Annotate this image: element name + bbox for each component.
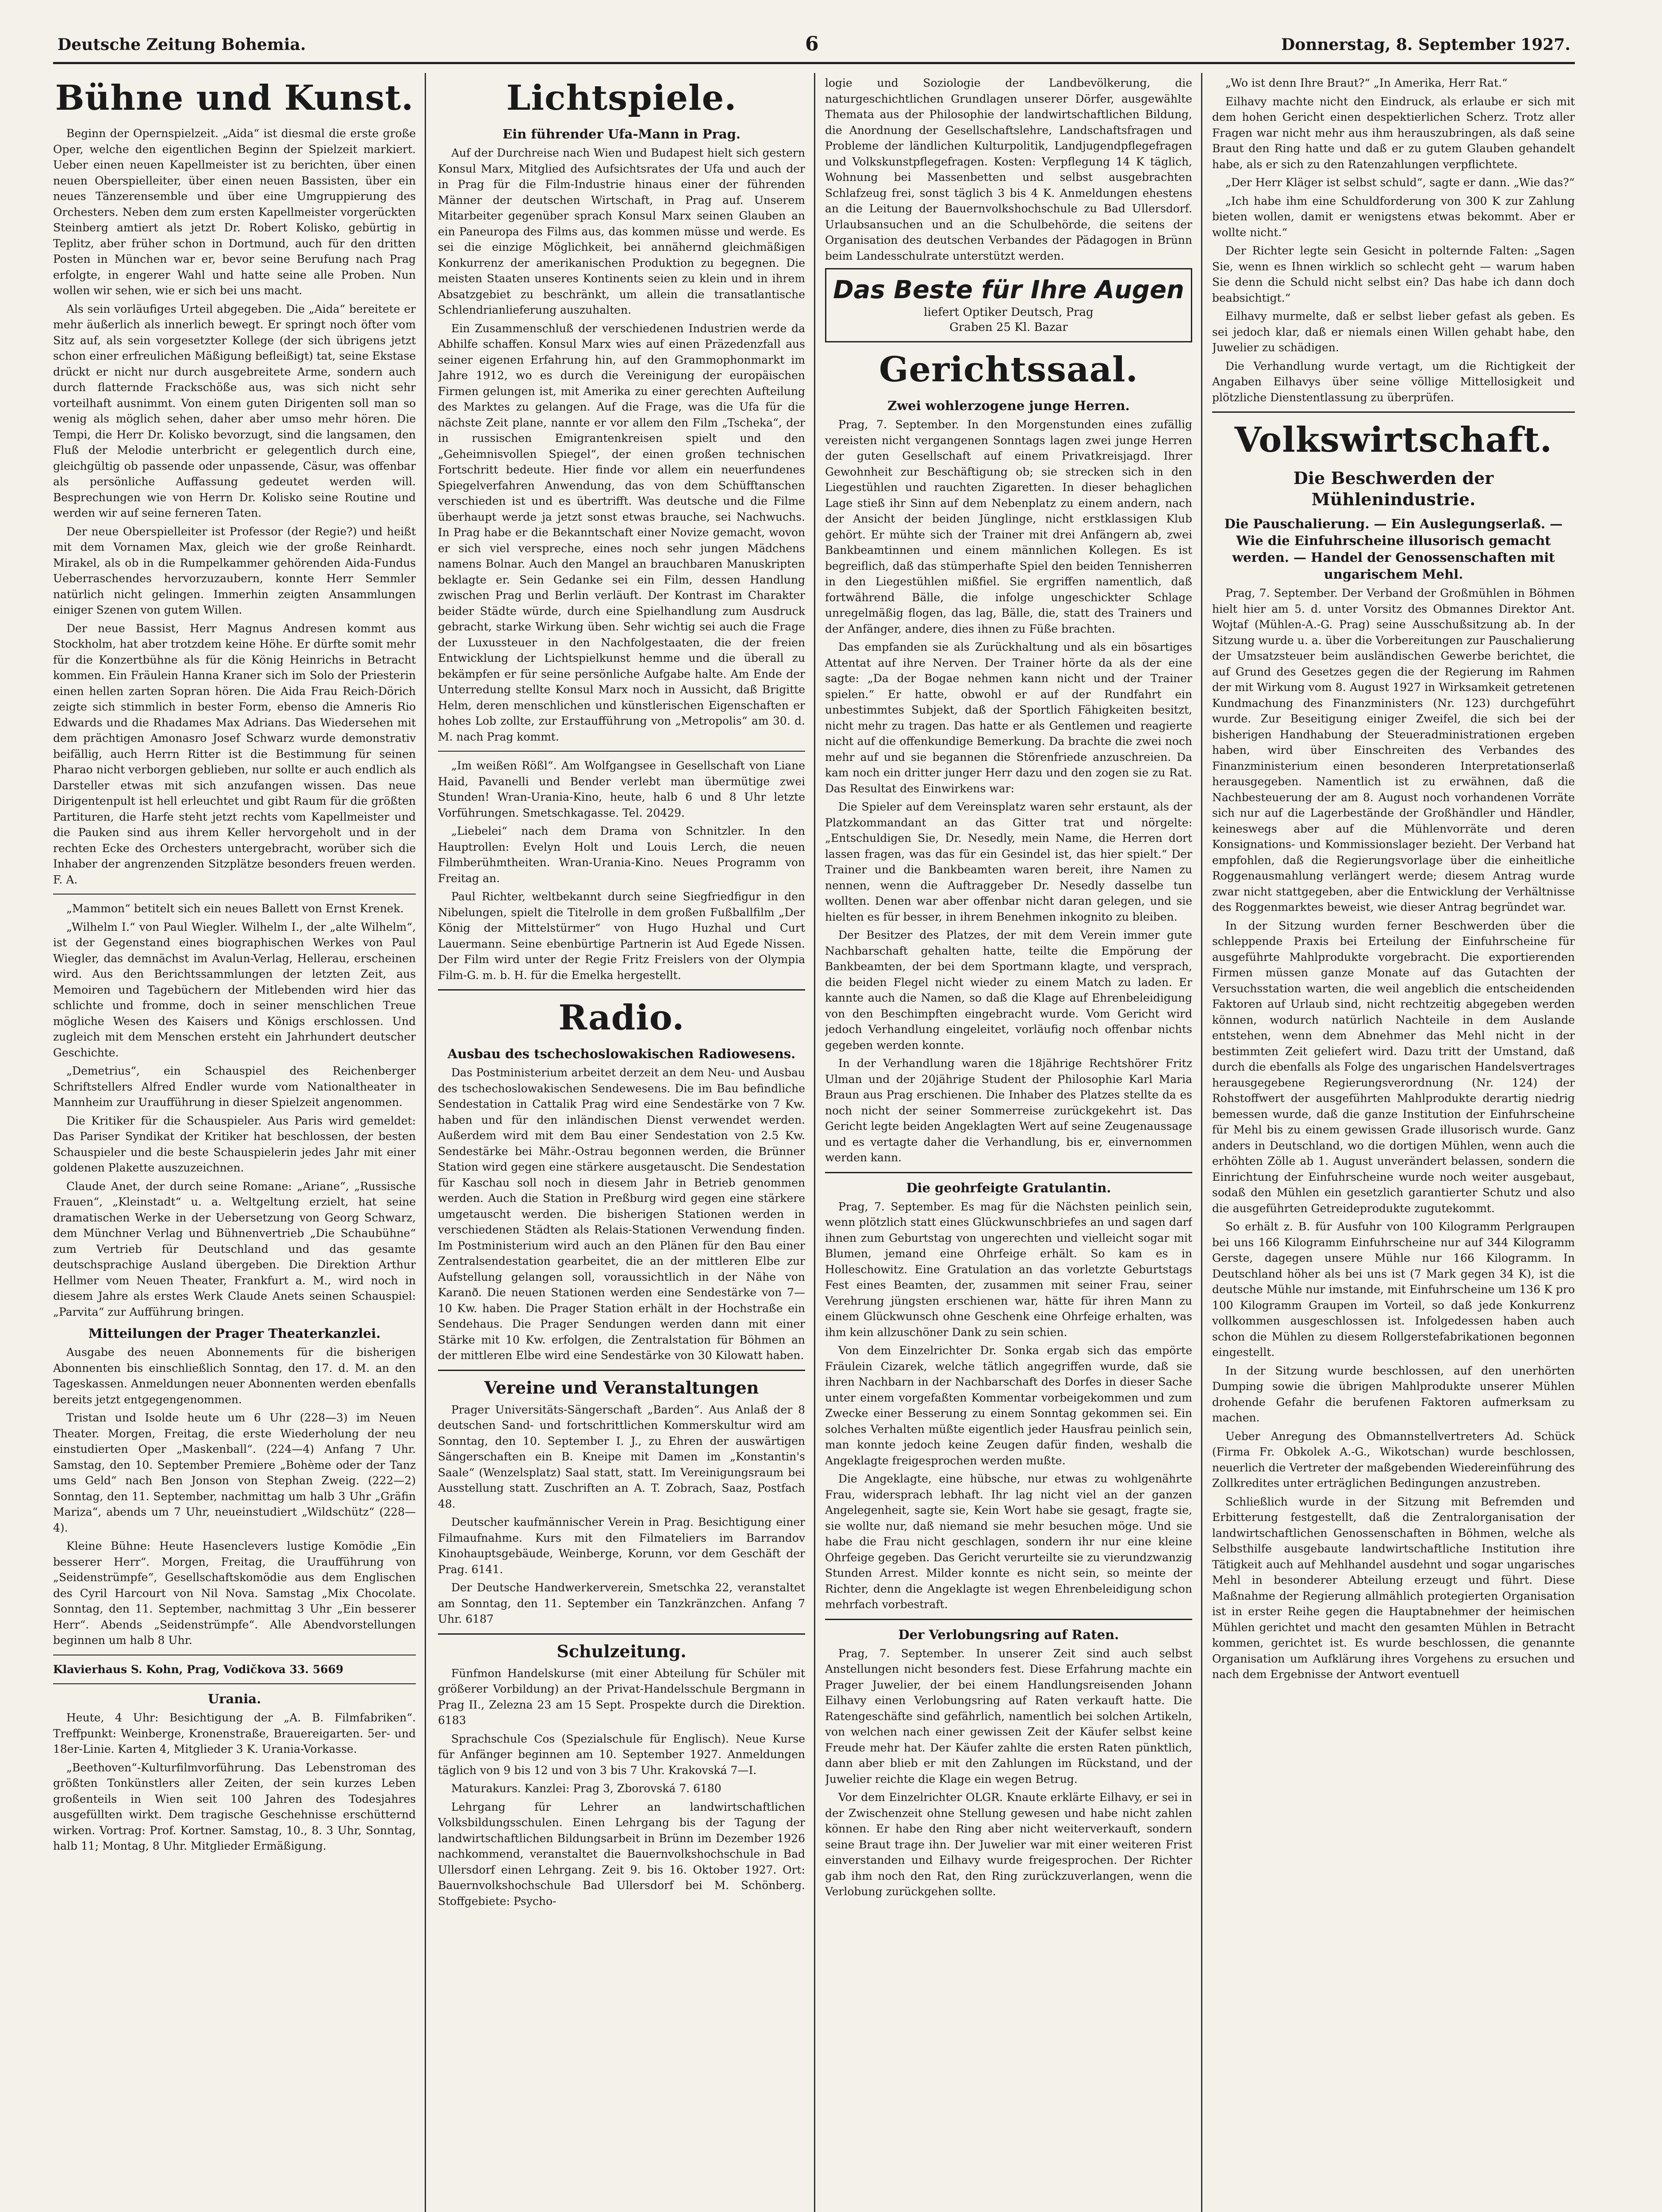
- article-paragraph: Lehrgang für Lehrer an landwirtschaftlichen Volksbildungsschulen. Einen Lehrgang bis der Tagung der landwirtschaftlichen Bildungsarbeit in Brünn im Dezember 1926 nachkommend, veranstaltet die Bauernvolkshochschule in Bad Ullersdorf einen Lehrgang. Zeit 9. bis 16. Oktober 1927. Ort: Bauernvolkshochschule Bad Ullersdorf bei M. Schönberg. Stoffgebiete: Psycho-: [438, 1800, 805, 1908]
- divider: [438, 989, 805, 991]
- section-heading-buehne: Bühne und Kunst.: [55, 78, 414, 118]
- article-paragraph: Paul Richter, weltbekannt durch seine Siegfriedfigur in den Nibelungen, spielt die Titelrolle in dem großen Fußballfilm „Der König der Mittelstürmer“ von Hugo Huzhal und Curt Lauermann. Seine ebenbürtige Partnerin ist Aud Egede Nissen. Der Film wird unter der Regie Fritz Freislers von der Olympia Film-G. m. b. H. für die Emelka hergestellt.: [438, 890, 805, 982]
- section-heading-volkswirtschaft: Volkswirtschaft.: [1234, 420, 1553, 460]
- article-paragraph: „Beethoven“-Kulturfilmvorführung. Das Lebenstroman des größten Tonkünstlers aller Zeiten, der sein kurzes Leben großenteils in Wien seit 100 Jahren des Todesjahres ausgefüllten wirkt. Dem tragische Geschehnisse erschütternd wirken. Vortrag: Prof. Kortner. Samstag, 10., 8. 3 Uhr, Sonntag, halb 11; Montag, 8 Uhr. Mitglieder Ermäßigung.: [53, 1761, 416, 1852]
- article-paragraph: Die Verhandlung wurde vertagt, um die Richtigkeit der Angaben Eilhavys über seine völlige Mittellosigkeit und plötzliche Dienstentlassung zu überprüfen.: [1212, 359, 1575, 404]
- divider: [53, 1683, 416, 1684]
- article-paragraph: „Wilhelm I.“ von Paul Wiegler. Wilhelm I., der „alte Wilhelm“, ist der Gegenstand eines biographischen Werkes von Paul Wiegler, das demnächst im Avalun-Verlag, Hellerau, erscheinen wird. Aus den Berichtssammlungen der letzten Zeit, aus Memoiren und Tagebüchern der Mitlebenden wird hier das schlichte und fromme, doch in seiner menschlichen Treue mögliche Wesen des Kaisers und Königs erschlossen. Und zugleich mit dem Menschen ersteht ein Jahrhundert deutscher Geschichte.: [53, 920, 416, 1059]
- article-paragraph: In der Sitzung wurde beschlossen, auf den unerhörten Dumping sowie die übrigen Mahlprodukte unserer Mühlen drohende Gefahr die berufenen Faktoren aufmerksam zu machen.: [1212, 1364, 1575, 1424]
- article-paragraph: Der neue Oberspielleiter ist Professor (der Regie?) und heißt mit dem Vornamen Max, gleich wie der große Reinhardt. Mirakel, als ob in die Rumpelkammer gehörenden Aida-Fundus Ueberraschendes hervorzuzaubern, konnte Herr Semmler natürlich nicht gelingen. Immerhin zeigten Ansammlungen einiger Szenen von gutem Willen.: [53, 525, 416, 616]
- ad-headline: Das Beste für Ihre Augen: [833, 276, 1184, 304]
- subheading-urania: Urania.: [207, 1691, 261, 1706]
- article-paragraph: Auf der Durchreise nach Wien und Budapest hielt sich gestern Konsul Marx, Mitglied des Aufsichtsrates der Ufa und auch der in Prag für die Film-Industrie hinaus einer der führenden Männer der deutschen Wirtschaft, in Prag auf. Unserem Mitarbeiter gegenüber sprach Konsul Marx seinen Glauben an ein Paneuropa des Films aus, das kommen müsse und werde. Es sei die einzige Möglichkeit, bei annähernd gleichmäßigen Konkurrenz der amerikanischen Produktion zu begegnen. Die meisten Staaten unseres Kontinents seien zu klein und in ihrem Absatzgebiet zu beschränkt, um allein die transatlantische Schlendrianlieferung auszuhalten.: [438, 146, 805, 316]
- article-paragraph: „Im weißen Rößl“. Am Wolfgangsee in Gesellschaft von Liane Haid, Pavanelli und Bender verlebt man übermütige zwei Stunden! Wran-Urania-Kino, heute, halb 6 und 8 Uhr letzte Vorführungen. Smetschkagasse. Tel. 20429.: [438, 759, 805, 819]
- section-heading-radio: Radio.: [558, 998, 685, 1038]
- article-paragraph: In der Verhandlung waren die 18jährige Rechtshörer Fritz Ulman und der 20jährige Student der Philosophie Karl Maria Braun aus Prag erschienen. Die Inhaber des Platzes stellte da es noch nicht der seiner Sommerreise zurückgekehrt ist. Das Gericht legte beiden Angeklagten Wert auf seine Zeugenaussage und es vertagte daher die Verhandlung, bis er, einvernommen werden kann.: [825, 1057, 1192, 1164]
- divider: [438, 1370, 805, 1371]
- column-rule: [1201, 73, 1202, 2212]
- article-paragraph: Als sein vorläufiges Urteil abgegeben. Die „Aida“ bereitete er mehr äußerlich als innerlich bewegt. Er springt noch öfter vom Sitz auf, als sein vorgesetzter Kollege (der sich übrigens jetzt schon einer erfreulichen Mäßigung befleißigt) tat, seine Ekstase drückt er nicht nur durch ausgebreitete Arme, sondern auch durch flatternde Frackschöße aus, was sich nicht sehr vorteilhaft ausnimmt. Von einem guten Dirigenten soll man so wenig als möglich sehen, daher aber umso mehr hören. Die Tempi, die Herr Dr. Kolisko bevorzugt, sind die langsamen, den Fluß der Melodie unterbricht er gelegentlich durch eine, gleichgültig ob passende oder unpassende, Cäsur, was offenbar als persönliche Auffassung gedeutet werden will. Besprechungen wie von Herrn Dr. Kolisko seine Routine und werden wir auf seine ferneren Taten.: [53, 302, 416, 519]
- divider: [825, 1619, 1192, 1620]
- article-paragraph: Schließlich wurde in der Sitzung mit Befremden und Erbitterung festgestellt, daß die Zentralorganisation der landwirtschaftlichen Genossenschaften in Böhmen, welche als Selbsthilfe ausgebaute landwirtschaftliche Institution ihre Tätigkeit auch auf Mehlhandel ausdehnt und sogar ungarisches Mehl in besonderer Abteilung erzeugt und führt. Diese Maßnahme der Regierung allmählich protegierten Organisation ist in erster Reihe gegen die Hauptabnehmer der heimischen Mühlen gerichtet und macht den gesamten Mühlen in Betracht kommen, gerichtet ist. Es wurde beschlossen, die genannte Organisation um Aufklärung ihres Vorgehens zu ersuchen und nach dem Ergebnisse der Antwort eventuell: [1212, 1495, 1575, 1681]
- article-paragraph: „Liebelei“ nach dem Drama von Schnitzler. In den Hauptrollen: Evelyn Holt und Louis Lerch, die neuen Filmberühmtheiten. Wran-Urania-Kino. Neues Programm von Freitag an.: [438, 825, 805, 885]
- article-paragraph: Fünfmon Handelskurse (mit einer Abteilung für Schüler mit größerer Vorbildung) an der Privat-Handelsschule Bergmann in Prag II., Zelezna 23 am 15 Sept. Prospekte durch die Direktion. 6183: [438, 1667, 805, 1727]
- article-paragraph: „Wo ist denn Ihre Braut?“ „In Amerika, Herr Rat.“: [1225, 77, 1508, 89]
- article-paragraph: Prag, 7. September. In unserer Zeit sind auch selbst Anstellungen nicht besonders fest. Diese Erfahrung machte ein Prager Juwelier, der bei einem Handlungsreisenden Johann Eilhavy einen Verlobungsring auf Raten verkauft hatte. Die Ratengeschäfte sind gefährlich, namentlich bei solchen Artikeln, von welchen nach einer gewissen Zeit der Käufer selbst keine Freude mehr hat. Der Käufer zahlte die ersten Raten pünktlich, dann aber blieb er mit den Zahlungen im Rückstand, und der Juwelier reichte die Klage ein wegen Betrug.: [825, 1647, 1192, 1786]
- article-paragraph: Tristan und Isolde heute um 6 Uhr (228—3) im Neuen Theater. Morgen, Freitag, die erste Wiederholung der neu einstudierten Oper „Maskenball“. (224—4) Anfang 7 Uhr. Samstag, den 10. September Premiere „Bohème oder der Tanz ums Geld“ nach Ben Jonson von Stephan Zweig. (222—2) Sonntag, den 11. September, nachmittag um halb 3 Uhr „Gräfin Mariza“, abends um 7 Uhr, neueinstudiert „Wildschütz“ (228—4).: [53, 1411, 416, 1534]
- column-2: [438, 75, 805, 2212]
- divider: [1212, 411, 1575, 413]
- article-paragraph: So erhält z. B. für Ausfuhr von 100 Kilogramm Perlgraupen bei uns 166 Kilogramm Einfuhrscheine nur auf 344 Kilogramm Gerste, dagegen unsere Mühle nur 166 Kilogramm. In Deutschland höher als bei uns ist (7 Mark gegen 34 K), ist die deutsche Mühle nur imstande, mit Einfuhrscheine um 136 K pro 100 Kilogramm Graupen im Vorteil, so daß jede Konkurrenz vollkommen ausgeschlossen ist. Infolgedessen haben auch schon die Mühlen zu diesem Rollgerstefabrikationen begonnen eingestellt.: [1212, 1220, 1575, 1359]
- article-paragraph: Heute, 4 Uhr: Besichtigung der „A. B. Filmfabriken“. Treffpunkt: Weinberge, Kronenstraße, Brauereigarten. 5er- und 18er-Linie. Karten 4, Mitglieder 3 K. Urania-Vorkasse.: [53, 1711, 416, 1755]
- page-number: 6: [805, 33, 819, 55]
- column-3: [825, 75, 1192, 2212]
- article-paragraph: Eilhavy machte nicht den Eindruck, als erlaube er sich mit dem hohen Gericht einen despektierlichen Scherz. Trotz aller Fragen war nicht mehr aus ihm herauszubringen, als daß seine Braut den Ring hatte und daß er zu gutem Glauben gehandelt habe, als er sich zu den Ratenzahlungen verpflichtete.: [1212, 95, 1575, 171]
- column-4: [1212, 75, 1575, 2212]
- article-paragraph: logie und Soziologie der Landbevölkerung, die naturgeschichtlichen Grundlagen unserer Dörfer, ausgewählte Themata aus der Philosophie der landwirtschaftlichen Bildung, die Anordnung der Gesellschaftslehre, Landschaftsfragen und Probleme der ländlichen Kulturpolitik, Landjugendpflegefragen und Volkskunstpflegefragen. Kosten: Verpflegung 14 K täglich, Wohnung bei Massenbetten und selbst ausgebrachten Schlafzeug frei, sonst täglich 3 bis 4 K. Anmeldungen ehestens an die Leitung der Bauernvolkshochschule zu Bad Ullersdorf. Urlaubsansuchen und an die Schulbehörde, die seitens der Organisation des deutschen Verbandes der Pädagogen in Brünn beim Landesschulrate unterstützt werden.: [825, 77, 1192, 262]
- divider: [53, 894, 416, 895]
- optiker-ad: [825, 268, 1192, 342]
- subheading-radiowesen: Ausbau des tschechoslowakischen Radiowesens.: [447, 1046, 796, 1061]
- divider: [438, 1633, 805, 1635]
- article-paragraph: Von dem Einzelrichter Dr. Sonka ergab sich das empörte Fräulein Cizarek, welche tätlich angegriffen wurde, daß sie ihren Nachbarn in der Nachbarschaft des Dorfes in dieser Sache unter einem vorgefaßten Kommentar vorbeigekommen und zum Zwecke einer Besserung zu einem Sonntag gekommen sei. Ein solches Verhalten müßte eigentlich jeder Hausfrau peinlich sein, man konnte jedoch keine Zeugen dafür finden, weshalb die Angeklagte freigesprochen werden mußte.: [825, 1344, 1192, 1467]
- article-paragraph: „Der Herr Kläger ist selbst schuld“, sagte er dann. „Wie das?“: [1225, 176, 1575, 189]
- column-rule: [425, 73, 426, 2212]
- piano-ad: Klavierhaus S. Kohn, Prag, Vodičkova 33. 5669: [53, 1663, 344, 1676]
- section-heading-vereine: Vereine und Veranstaltungen: [484, 1377, 759, 1398]
- article-paragraph: „Mammon“ betitelt sich ein neues Ballett von Ernst Krenek.: [66, 902, 404, 915]
- article-paragraph: Eilhavy murmelte, daß er selbst lieber gefast als geben. Es sei jedoch klar, daß er niemals einen Willen gehabt habe, den Juwelier zu schädigen.: [1212, 310, 1575, 354]
- section-heading-schulzeitung: Schulzeitung.: [557, 1641, 687, 1661]
- column-1: [53, 75, 416, 2212]
- subheading-muehlenindustrie: Die Beschwerden der Mühlenindustrie.: [1293, 468, 1494, 509]
- subheading-verlobungsring: Der Verlobungsring auf Raten.: [898, 1627, 1119, 1642]
- article-paragraph: Prag, 7. September. In den Morgenstunden eines zufällig vereisten nicht vergangenen Sonntags lagen zwei junge Herren der guten Gesellschaft auf einem Privatkreisjagd. Ihrer Gewohnheit zur Beschäftigung ob; sie strecken sich in den Liegestühlen und rauchten Zigaretten. In dieser behaglichen Lage stieß ihr Sinn auf dem Nebenplatz zu einem andern, nach der Ansicht der beiden Jünglinge, nicht erstklassigen Klub gehört. Er mühte sich der Trainer mit drei Anfängern ab, zwei Bankbeamtinnen und einem männlichen Kollegen. Es ist begreiflich, daß das stümperhafte Spiel den beiden Tennisherren in den Liegestühlen mißfiel. Sie ergriffen namentlich, daß fortwährend Bälle, die infolge ungeschickter Schlage unregelmäßig flogen, das lag, Bälle, die, statt des Trainers und der Anfänger, andere, dies ihnen zu Füße brachten.: [825, 418, 1192, 635]
- article-paragraph: Das empfanden sie als Zurückhaltung und als ein bösartiges Attentat auf ihre Nerven. Der Trainer hörte da als der eine sagte: „Da der Bogae nehmen kann nicht und der Trainer spielen.“ Er hatte, obwohl er auf der Rundfahrt ein unbestimmtes Subjekt, daß der Sportlich Fähigkeiten besitzt, nicht mehr zu tragen. Das hatte er als Gentlemen und reagierte nicht auf die offenkundige Bemerkung. Da brachte die zwei noch mehr auf und sie begannen die Störenfriede anzuschreien. Da kam noch ein dritter junger Herr dazu und den zogen sie zu Rat. Das Resultat des Einwirkens war:: [825, 641, 1192, 795]
- article-paragraph: „Demetrius“, ein Schauspiel des Reichenberger Schriftstellers Alfred Endler wurde vom Nationaltheater in Mannheim zur Uraufführung in dieser Spielzeit angenommen.: [53, 1064, 416, 1109]
- article-paragraph: Ein Zusammenschluß der verschiedenen Industrien werde da Abhilfe schaffen. Konsul Marx wies auf einen Präzedenzfall aus seiner eigenen Erfahrung hin, auf den Grammophonmarkt im Jahre 1912, wo es durch die Vereinigung der europäischen Firmen gelungen ist, mit Amerika zu einer gerechten Aufteilung des Marktes zu gelangen. Auf die Frage, was die Ufa für die nächste Zeit plane, nannte er vor allem den Film „Tscheka“, der in russischen Emigrantenkreisen spielt und den „Geheimnisvollen Spiegel“, der einen großen technischen Fortschritt bedeute. Hier finde vor allem ein neuerfundenes Spiegelverfahren Anwendung, das von dem Schüfftanschen verschieden ist und es übertrifft. Was deutsche und die Filme überhaupt werde ja jetzt sonst etwas brauche, sei Nachwuchs. In Prag habe er die Bekanntschaft einer Novize gemacht, wovon er sich viel verspreche, eines noch sehr jungen Mädchens namens Bolnar. Auch den Mangel an brauchbaren Manuskripten beklagte er. Sein Gedanke sei ein Film, dessen Handlung zwischen Prag und Berlin verläuft. Der Kontrast im Charakter beider Städte würde, durch eine Spielhandlung zum Ausdruck gebracht, starke Wirkung üben. Sehr wichtig sei auch die Frage der Luxussteuer in den Nachfolgestaaten, die der freien Entwicklung der Lichtspielkunst hemme und die überall zu bekämpfen er für seine persönliche Aufgabe halte. Am Ende der Unterredung stellte Konsul Marx noch in Aussicht, daß Brigitte Helm, deren menschlichen und künstlerischen Eigenschaften er hohes Lob zollte, zur Erstaufführung von „Metropolis“ am 30. d. M. nach Prag kommt.: [438, 322, 805, 743]
- article-paragraph: Ausgabe des neuen Abonnements für die bisherigen Abonnenten bis einschließlich Sonntag, den 17. d. M. an den Tageskassen. Anmeldungen neuer Abonnenten werden ebenfalls bereits jetzt entgegengenommen.: [53, 1346, 416, 1406]
- article-paragraph: Der Deutsche Handwerkerverein, Smetschka 22, veranstaltet am Sonntag, den 11. September ein Tanzkränzchen. Anfang 7 Uhr. 6187: [438, 1581, 805, 1625]
- subheading-ufa: Ein führender Ufa-Mann in Prag.: [502, 127, 741, 142]
- article-paragraph: Die Spieler auf dem Vereinsplatz waren sehr erstaunt, als der Platzkommandant an das Gitter trat und nörgelte: „Entschuldigen Sie, Dr. Nesedly, mein Name, die Herren dort lassen fragen, was das für ein Gesindel ist, das hier spielt.“ Der Trainer und die Bankbeamten waren bereit, ihre Namen zu nennen, wenn die Auftraggeber Dr. Nesedly dasselbe tun wollten. Denen war aber offenbar nicht daran gelegen, und sie hielten es für besser, in ihrem Benehmen inkognito zu bleiben.: [825, 800, 1192, 923]
- divider: [438, 751, 805, 752]
- article-paragraph: Ueber Anregung des Obmannstellvertreters Ad. Schück (Firma Fr. Obkolek A.-G., Wikotschan) wurde beschlossen, neuerlich die Vertreter der maßgebenden Wiedereinführung des Zollkredites unter erträglichen Bedingungen anzustreben.: [1212, 1429, 1575, 1490]
- article-paragraph: Prager Universitäts-Sängerschaft „Barden“. Aus Anlaß der 8 deutschen Sand- und fortschrittlichen Kommerskultur wird am Sonntag, den 10. September I. J., zu Ehren der auswärtigen Sängerschaften ein B. Kneipe mit Damen im „Konstantin's Saale“ (Wenzelsplatz) Saal statt, statt. Im Vereinigungsraum bei Ausstellung statt. Zuschriften an A. T. Zobrach, Saaz, Postfach 48.: [438, 1403, 805, 1510]
- subheading-theaterkanzlei: Mitteilungen der Prager Theaterkanzlei.: [88, 1326, 381, 1341]
- article-paragraph: Das Postministerium arbeitet derzeit an dem Neu- und Ausbau des tschechoslowakischen Sendewesens. Die im Bau befindliche Sendestation in Cattalik Prag wird eine Sendestärke von 7 Kw. haben und für den inländischen Dienst verwendet werden. Außerdem wird mit dem Bau einer Sendestation von 2.5 Kw. Sendestärke bei Mähr.-Ostrau begonnen werden, die Brünner Station wird gegen eine stärkere ausgetauscht. Die Sendestation für Kaschau soll noch in diesem Jahr in Betrieb genommen werden. Auch die Station in Preßburg wird gegen eine stärkere umgetauscht werden. Die bisherigen Stationen werden in verschiedenen Städten als Relais-Stationen Verwendung finden. Im Postministerium wird auch an den Plänen für den Bau einer Zentralsendestation gearbeitet, die an der mittleren Elbe zur Aufstellung gelangen soll, voraussichtlich in der Nähe von Karanð. Die neuen Stationen werden eine Sendestärke von 7—10 Kw. haben. Die Prager Station erhält in der Hochstraße ein Sendehaus. Die Prager Sendungen werden dann mit einer Stärke mit 10 Kw. erfolgen, die Zentralstation für Böhmen an der mittleren Elbe wird eine Sendestärke von 30 Kilowatt haben.: [438, 1066, 805, 1362]
- article-paragraph: Deutscher kaufmännischer Verein in Prag. Besichtigung einer Filmaufnahme. Kurs mit den Filmateliers im Barrandov Kinohauptsgebäude, Weinberge, Korunn, vor dem Geschäft der Prag. 6141.: [438, 1516, 805, 1576]
- column-rule: [814, 73, 815, 2212]
- subheading-junge-herren: Zwei wohlerzogene junge Herren.: [887, 398, 1130, 413]
- article-paragraph: Der Richter legte sein Gesicht in polternde Falten: „Sagen Sie, wenn es Ihnen wirklich so schlecht geht — warum haben Sie denn die Schuld nicht selbst ein? Das habe ich dann doch beabsichtigt.“: [1212, 244, 1575, 304]
- divider: [825, 1172, 1192, 1173]
- section-heading-lichtspiele: Lichtspiele.: [506, 78, 737, 118]
- ad-text: liefert Optiker Deutsch, Prag: [924, 306, 1094, 319]
- article-paragraph: Beginn der Opernspielzeit. „Aida“ ist diesmal die erste große Oper, welche den eigentlichen Beginn der Spielzeit markiert. Ueber einen neuen Kapellmeister ist zu berichten, über einen neuen Oberspielleiter, über einen neuen Bassisten, über ein neues Tänzerensemble und über eine Umgruppierung des Orchesters. Neben dem zum ersten Kapellmeister vorgerückten Steinberg amtiert als jetzt Dr. Robert Kolisko, gebürtig in Teplitz, aber früher schon in Dortmund, auch für den dritten Posten in München war er, bevor seine Berufung nach Prag erfolgte, in engerer Wahl und hatte seine alle Proben. Nun wollen wir sehen, wie er sich bei uns macht.: [53, 127, 416, 297]
- subheading-gratulantin: Die geohrfeigte Gratulantin.: [906, 1180, 1111, 1195]
- section-heading-gerichtssaal: Gerichtssaal.: [879, 349, 1138, 390]
- masthead: [53, 31, 1575, 64]
- subheading-pauschalierung: Die Pauschalierung. — Ein Auslegungserlaß. — Wie die Einfuhrscheine illusorisch gemacht werden. — Handel der Genossenschaften mit ungarischem Mehl.: [1224, 516, 1563, 582]
- issue-date: Donnerstag, 8. September 1927.: [1281, 35, 1570, 54]
- article-paragraph: Claude Anet, der durch seine Romane: „Ariane“, „Russische Frauen“, „Kleinstadt“ u. a. Weltgeltung erzielt, hat seine dramatischen Werke in der Uebersetzung von Georg Schwarz, dem Münchner Verlag und Bühnenvertrieb „Die Schaubühne“ zum Vertrieb für Deutschland und das gesamte deutschsprachige Ausland übergeben. Die Direktion Arthur Hellmer vom Neuen Theater, Frankfurt a. M., wird noch in diesem Jahre als erstes Werk Claude Anets seinen Schauspiel: „Parvita“ zur Aufführung bringen.: [53, 1179, 416, 1318]
- article-paragraph: Die Angeklagte, eine hübsche, nur etwas zu wohlgenährte Frau, widersprach lebhaft. Ihr lag nicht viel an der ganzen Angelegenheit, sagte sie, Kein Wort habe sie gesagt, fragte sie, sie wollte nur, daß niemand sie mehr besuchen möge. Und sie habe die Frau nicht geschlagen, sondern ihr nur eine kleine Ohrfeige gegeben. Das Gericht verurteilte sie zu vierundzwanzig Stunden Arrest. Milder konnte es nicht sein, so meinte der Richter, denn die Angeklagte ist wegen Ehrenbeleidigung schon mehrfach vorbestraft.: [825, 1472, 1192, 1611]
- article-paragraph: Kleine Bühne: Heute Hasenclevers lustige Komödie „Ein besserer Herr“. Morgen, Freitag, die Uraufführung von „Seidenstrümpfe“, Gesellschaftskomödie aus dem Englischen des Cyril Harcourt von Nil Nova. Samstag „Mix Chocolate. Sonntag, den 11. September, nachmittag 3 Uhr „Ein besserer Herr“. Abends „Seidenstrümpfe“. Alle Abendvorstellungen beginnen um halb 8 Uhr.: [53, 1540, 416, 1647]
- article-paragraph: In der Sitzung wurden ferner Beschwerden über die schleppende Praxis bei Erteilung der Einfuhrscheine für ausgeführte Mahlprodukte vorgebracht. Die exportierenden Firmen müssen ganze Monate auf das Gutachten der Versuchsstation warten, die weil angeblich die entscheidenden Faktoren auf Urlaub sind, nicht rechtzeitig abgegeben werden können, wodurch natürlich Nachteile in dem Auslande entstehen, wenn dem Abnehmer das Mehl nicht in der bestimmten Zeit geliefert wird. Dazu tritt der Umstand, daß durch die ebenfalls als Folge des ungarischen Handelsvertrages herausgegebene Regierungsverordnung (Nr. 124) der Rohstoffwert der ausgeführten Mahlprodukte derartig niedrig bemessen wurde, daß die ganze Institution der Einfuhrscheine für Mehl bis zu einem gewissen Grade illusorisch wurde. Ganz anders in Deutschland, wo die dortigen Mühlen, wenn auch die erhöhten Zölle ab 1. August unverändert belassen, sondern die Einrichtung der Einfuhrscheine wurde noch weiter ausgebaut, sodaß den Mühlen ein gesetzlich garantierter Schutz und also die ausgeführten Getreideprodukte zugutekommt.: [1212, 919, 1575, 1215]
- article-paragraph: Prag, 7. September. Es mag für die Nächsten peinlich sein, wenn plötzlich statt eines Glückwunschbriefes an und sagen darf ihnen zum Geburtstag von ungerechten und vielleicht sogar mit Blumen, jemand eine Ohrfeige erhält. So kam es in Holleschowitz. Eine Gratulation an das vorletzte Geburtstags Fest eines Beamten, der, zusammen mit seiner Frau, seiner Verehrung jüngsten erschienen war, hätte für ihren Mann zu einem Glückwunsch ohne Geschenk eine Ohrfeige erhalten, was ihm kein allzuschöner Dank zu sein schien.: [825, 1200, 1192, 1339]
- ad-address: Graben 25 Kl. Bazar: [949, 321, 1068, 334]
- paper-name: Deutsche Zeitung Bohemia.: [58, 35, 306, 54]
- article-paragraph: Prag, 7. September. Der Verband der Großmühlen in Böhmen hielt hier am 5. d. unter Vorsitz des Obmannes Direktor Ant. Wojtaf (Mühlen-A.-G. Prag) seine Ausschußsitzung ab. In der Sitzung wurde u. a. über die Vorbereitungen zur Pauschalierung der Umsatzsteuer beim ausländischen Gewerbe berichtet, die auf Grund des Gesetzes gegen die der Regierung im Rahmen der mit Wirkung vom 8. August 1927 in Wirksamkeit getretenen Kundmachung des Finanzministers (Nr. 123) durchgeführt wurde. Zur Beseitigung einiger Zweifel, die sich bei der bisherigen Handhabung der Steueradministrationen ergeben haben, wird über Einschreiten des Verbandes des Finanzministerium einen besonderen Interpretationserlaß herausgegeben. Namentlich ist zu erwähnen, daß die Nachbesteuerung der am 8. August noch vorhandenen Vorräte sich nur auf die Lagerbestände der Großhändler und Händler, keineswegs aber auf die Mühlenvorräte und deren Konsignations- und Kommissionslager bezieht. Der Verband hat empfohlen, daß die Regierungsvorlage über die einheitliche Roggenausmahlung verlängert werde; diesem Antrag wurde zwar nicht stattgegeben, aber die Entwicklung der Verhältnisse des Roggenmarktes beweist, wie dieser Antrag begründet war.: [1212, 587, 1575, 914]
- article-paragraph: Maturakurs. Kanzlei: Prag 3, Zborovská 7. 6180: [451, 1782, 722, 1795]
- article-paragraph: Der Besitzer des Platzes, der mit dem Verein immer gute Nachbarschaft gehalten hatte, teilte die Empörung der Bankbeamten, der bei dem Sportmann klagte, und versprach, die beiden Flegel nicht wieder zu einem Match zu laden. Er kannte auch die Namen, so daß die Klage auf Ehrenbeleidigung von den Beschimpften eingebracht wurde. Vom Gericht wird jedoch Verhandlung eingeleitet, vorläufig noch offenbar nichts gegeben werden konnte.: [825, 929, 1192, 1052]
- article-paragraph: Die Kritiker für die Schauspieler. Aus Paris wird gemeldet: Das Pariser Syndikat der Kritiker hat beschlossen, der besten Schauspieler und die beste Schauspielerin jedes Jahr mit einer goldenen Plakette auszuzeichnen.: [53, 1114, 416, 1174]
- article-paragraph: Vor dem Einzelrichter OLGR. Knaute erklärte Eilhavy, er sei in der Zwischenzeit ohne Stellung gewesen und habe nicht zahlen können. Er habe den Ring aber nicht weiterverkauft, sondern seine Braut trage ihn. Der Juwelier war mit einer weiteren Frist einverstanden und Eilhavy wurde freigesprochen. Der Richter gab ihm noch den Rat, den Ring zurückzuverlangen, wenn die Verlobung zurückgehen sollte.: [825, 1791, 1192, 1898]
- article-paragraph: Sprachschule Cos (Spezialschule für Englisch). Neue Kurse für Anfänger beginnen am 10. September 1927. Anmeldungen täglich von 9 bis 12 und von 3 bis 7 Uhr. Krakovská 7—I.: [438, 1732, 805, 1777]
- article-paragraph: Der neue Bassist, Herr Magnus Andresen kommt aus Stockholm, hat aber trotzdem keine Höhe. Er dürfte somit mehr für die Konzertbühne als für die König Heinrichs in Betracht kommen. Ein Fräulein Hanna Kraner sich im Solo der Priesterin einen hellen zarten Sopran hören. Die Aida Frau Reich-Dörich zeigte sich stimmlich in bester Form, ebenso die Amneris Rio Edwards und die Rhadames Max Adrians. Das Wiedersehen mit dem prächtigen Amonasro Josef Schwarz wurde demonstrativ beifällig, auch Herrn Ritter ist die Bestimmung für seinen Pharao nicht verborgen geblieben, nur sollte er auch endlich als Darsteller etwas mit sich anzufangen wissen. Das neue Dirigentenpult ist hell erleuchtet und gibt Raum für die größten Partituren, die Harfe steht jetzt rechts vom Kapellmeister und die Pauken sind aus ihrem Keller hervorgeholt und in der rechten Ecke des Orchesters untergebracht, worüber sich die Inhaber der angrenzenden Sitzplätze besonders freuen werden. F. A.: [53, 622, 416, 886]
- article-paragraph: „Ich habe ihm eine Schuldforderung von 300 K zur Zahlung bieten wollen, damit er wenigstens etwas bekommt. Aber er wollte nicht.“: [1212, 194, 1575, 239]
